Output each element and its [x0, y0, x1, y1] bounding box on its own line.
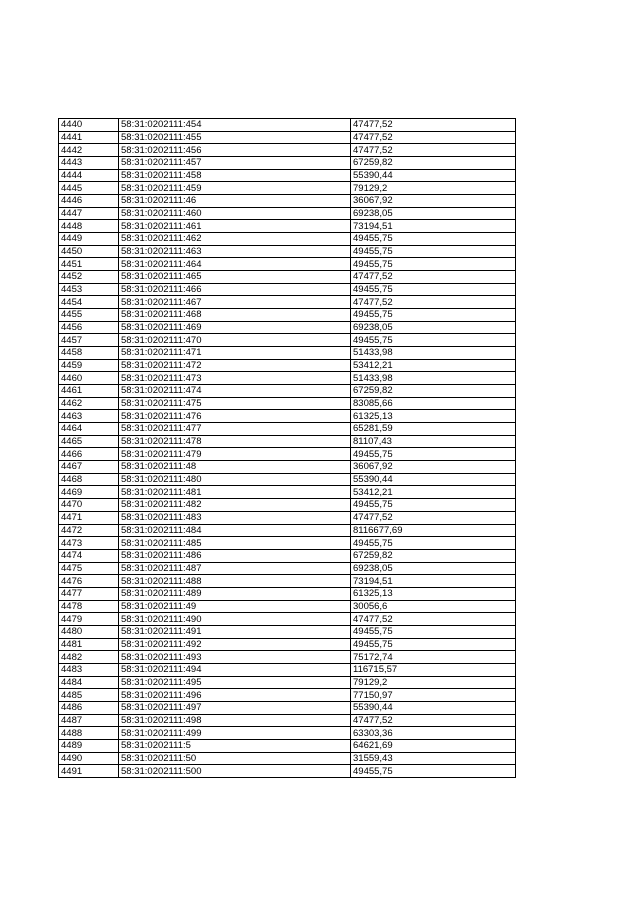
value-cell: 49455,75 [351, 283, 516, 296]
row-number-cell: 4486 [59, 701, 119, 714]
cadastral-number-cell: 58:31:0202111:458 [119, 169, 351, 182]
cadastral-number-cell: 58:31:0202111:477 [119, 423, 351, 436]
cadastral-number-cell: 58:31:0202111:499 [119, 727, 351, 740]
table-row [59, 689, 516, 702]
cadastral-number-cell: 58:31:0202111:480 [119, 473, 351, 486]
value-cell: 61325,13 [351, 410, 516, 423]
table-row [59, 220, 516, 233]
value-cell: 83085,66 [351, 397, 516, 410]
value-cell: 64621,69 [351, 739, 516, 752]
row-number-cell: 4491 [59, 765, 119, 778]
cadastral-number-cell: 58:31:0202111:482 [119, 499, 351, 512]
row-number-cell: 4461 [59, 385, 119, 398]
value-cell: 55390,44 [351, 169, 516, 182]
table-row [59, 309, 516, 322]
value-cell: 63303,36 [351, 727, 516, 740]
table-row [59, 499, 516, 512]
table-row [59, 537, 516, 550]
table-row [59, 549, 516, 562]
cadastral-number-cell: 58:31:0202111:46 [119, 195, 351, 208]
value-cell: 49455,75 [351, 309, 516, 322]
value-cell: 75172,74 [351, 651, 516, 664]
cadastral-number-cell: 58:31:0202111:486 [119, 549, 351, 562]
value-cell: 47477,52 [351, 131, 516, 144]
cadastral-number-cell: 58:31:0202111:490 [119, 613, 351, 626]
table-row [59, 157, 516, 170]
row-number-cell: 4468 [59, 473, 119, 486]
table-row [59, 752, 516, 765]
value-cell: 47477,52 [351, 144, 516, 157]
value-cell: 67259,82 [351, 157, 516, 170]
row-number-cell: 4459 [59, 359, 119, 372]
value-cell: 49455,75 [351, 537, 516, 550]
row-number-cell: 4464 [59, 423, 119, 436]
row-number-cell: 4469 [59, 486, 119, 499]
cadastral-number-cell: 58:31:0202111:492 [119, 638, 351, 651]
table-row [59, 245, 516, 258]
value-cell: 77150,97 [351, 689, 516, 702]
row-number-cell: 4443 [59, 157, 119, 170]
table-row [59, 195, 516, 208]
table-row [59, 524, 516, 537]
row-number-cell: 4466 [59, 448, 119, 461]
cadastral-number-cell: 58:31:0202111:465 [119, 271, 351, 284]
value-cell: 49455,75 [351, 499, 516, 512]
table-row [59, 701, 516, 714]
value-cell: 49455,75 [351, 448, 516, 461]
value-cell: 47477,52 [351, 613, 516, 626]
table-row [59, 410, 516, 423]
cadastral-number-cell: 58:31:0202111:463 [119, 245, 351, 258]
cadastral-number-cell: 58:31:0202111:464 [119, 258, 351, 271]
table-row [59, 638, 516, 651]
table-row [59, 233, 516, 246]
row-number-cell: 4479 [59, 613, 119, 626]
row-number-cell: 4475 [59, 562, 119, 575]
cadastral-number-cell: 58:31:0202111:491 [119, 625, 351, 638]
value-cell: 81107,43 [351, 435, 516, 448]
row-number-cell: 4442 [59, 144, 119, 157]
cadastral-number-cell: 58:31:0202111:50 [119, 752, 351, 765]
cadastral-number-cell: 58:31:0202111:489 [119, 587, 351, 600]
table-row [59, 321, 516, 334]
table-row [59, 587, 516, 600]
value-cell: 67259,82 [351, 385, 516, 398]
cadastral-number-cell: 58:31:0202111:478 [119, 435, 351, 448]
table-row [59, 385, 516, 398]
value-cell: 47477,52 [351, 296, 516, 309]
row-number-cell: 4476 [59, 575, 119, 588]
table-row [59, 486, 516, 499]
row-number-cell: 4455 [59, 309, 119, 322]
value-cell: 49455,75 [351, 638, 516, 651]
value-cell: 69238,05 [351, 207, 516, 220]
value-cell: 67259,82 [351, 549, 516, 562]
value-cell: 49455,75 [351, 625, 516, 638]
cadastral-number-cell: 58:31:0202111:457 [119, 157, 351, 170]
row-number-cell: 4449 [59, 233, 119, 246]
row-number-cell: 4467 [59, 461, 119, 474]
cadastral-number-cell: 58:31:0202111:470 [119, 334, 351, 347]
table-row [59, 169, 516, 182]
row-number-cell: 4470 [59, 499, 119, 512]
row-number-cell: 4452 [59, 271, 119, 284]
value-cell: 49455,75 [351, 245, 516, 258]
row-number-cell: 4482 [59, 651, 119, 664]
row-number-cell: 4471 [59, 511, 119, 524]
table-row [59, 296, 516, 309]
value-cell: 69238,05 [351, 321, 516, 334]
value-cell: 47477,52 [351, 714, 516, 727]
value-cell: 79129,2 [351, 676, 516, 689]
row-number-cell: 4477 [59, 587, 119, 600]
cadastral-number-cell: 58:31:0202111:471 [119, 347, 351, 360]
cadastral-number-cell: 58:31:0202111:469 [119, 321, 351, 334]
cadastral-number-cell: 58:31:0202111:466 [119, 283, 351, 296]
table-row [59, 663, 516, 676]
value-cell: 55390,44 [351, 473, 516, 486]
value-cell: 30056,6 [351, 600, 516, 613]
row-number-cell: 4483 [59, 663, 119, 676]
table-row [59, 676, 516, 689]
row-number-cell: 4453 [59, 283, 119, 296]
row-number-cell: 4450 [59, 245, 119, 258]
cadastral-number-cell: 58:31:0202111:468 [119, 309, 351, 322]
table-row [59, 714, 516, 727]
cadastral-number-cell: 58:31:0202111:500 [119, 765, 351, 778]
value-cell: 73194,51 [351, 575, 516, 588]
table-row [59, 423, 516, 436]
table-row [59, 625, 516, 638]
table-row [59, 473, 516, 486]
table-row [59, 207, 516, 220]
row-number-cell: 4490 [59, 752, 119, 765]
cadastral-number-cell: 58:31:0202111:459 [119, 182, 351, 195]
table-row [59, 511, 516, 524]
cadastral-number-cell: 58:31:0202111:496 [119, 689, 351, 702]
table-row [59, 334, 516, 347]
table-row [59, 575, 516, 588]
cadastral-number-cell: 58:31:0202111:474 [119, 385, 351, 398]
table-row [59, 119, 516, 132]
table-row [59, 347, 516, 360]
value-cell: 36067,92 [351, 195, 516, 208]
row-number-cell: 4445 [59, 182, 119, 195]
table-row [59, 562, 516, 575]
value-cell: 53412,21 [351, 359, 516, 372]
table-row [59, 765, 516, 778]
cadastral-number-cell: 58:31:0202111:484 [119, 524, 351, 537]
table-row [59, 283, 516, 296]
value-cell: 31559,43 [351, 752, 516, 765]
table-row [59, 461, 516, 474]
cadastral-number-cell: 58:31:0202111:498 [119, 714, 351, 727]
row-number-cell: 4460 [59, 372, 119, 385]
table-row [59, 144, 516, 157]
value-cell: 47477,52 [351, 119, 516, 132]
row-number-cell: 4462 [59, 397, 119, 410]
row-number-cell: 4487 [59, 714, 119, 727]
value-cell: 8116677,69 [351, 524, 516, 537]
cadastral-number-cell: 58:31:0202111:483 [119, 511, 351, 524]
row-number-cell: 4447 [59, 207, 119, 220]
cadastral-number-cell: 58:31:0202111:487 [119, 562, 351, 575]
cadastral-number-cell: 58:31:0202111:473 [119, 372, 351, 385]
cadastral-number-cell: 58:31:0202111:49 [119, 600, 351, 613]
table-row [59, 359, 516, 372]
cadastral-number-cell: 58:31:0202111:481 [119, 486, 351, 499]
value-cell: 55390,44 [351, 701, 516, 714]
cadastral-number-cell: 58:31:0202111:493 [119, 651, 351, 664]
table-row [59, 182, 516, 195]
cadastral-number-cell: 58:31:0202111:454 [119, 119, 351, 132]
cadastral-number-cell: 58:31:0202111:475 [119, 397, 351, 410]
cadastral-number-cell: 58:31:0202111:488 [119, 575, 351, 588]
value-cell: 51433,98 [351, 372, 516, 385]
value-cell: 36067,92 [351, 461, 516, 474]
table-row [59, 600, 516, 613]
value-cell: 61325,13 [351, 587, 516, 600]
cadastral-number-cell: 58:31:0202111:494 [119, 663, 351, 676]
cadastral-number-cell: 58:31:0202111:455 [119, 131, 351, 144]
row-number-cell: 4484 [59, 676, 119, 689]
row-number-cell: 4451 [59, 258, 119, 271]
row-number-cell: 4472 [59, 524, 119, 537]
value-cell: 116715,57 [351, 663, 516, 676]
table-row [59, 372, 516, 385]
row-number-cell: 4485 [59, 689, 119, 702]
row-number-cell: 4465 [59, 435, 119, 448]
cadastral-number-cell: 58:31:0202111:462 [119, 233, 351, 246]
cadastral-number-cell: 58:31:0202111:48 [119, 461, 351, 474]
table-row [59, 448, 516, 461]
row-number-cell: 4480 [59, 625, 119, 638]
row-number-cell: 4440 [59, 119, 119, 132]
table-row [59, 258, 516, 271]
table-row [59, 435, 516, 448]
row-number-cell: 4444 [59, 169, 119, 182]
cadastral-number-cell: 58:31:0202111:476 [119, 410, 351, 423]
cadastral-number-cell: 58:31:0202111:472 [119, 359, 351, 372]
value-cell: 79129,2 [351, 182, 516, 195]
value-cell: 49455,75 [351, 334, 516, 347]
row-number-cell: 4458 [59, 347, 119, 360]
data-table-body [59, 119, 516, 778]
row-number-cell: 4457 [59, 334, 119, 347]
cadastral-number-cell: 58:31:0202111:456 [119, 144, 351, 157]
row-number-cell: 4448 [59, 220, 119, 233]
value-cell: 65281,59 [351, 423, 516, 436]
row-number-cell: 4474 [59, 549, 119, 562]
row-number-cell: 4456 [59, 321, 119, 334]
cadastral-number-cell: 58:31:0202111:461 [119, 220, 351, 233]
cadastral-number-cell: 58:31:0202111:485 [119, 537, 351, 550]
row-number-cell: 4454 [59, 296, 119, 309]
data-table [58, 118, 516, 778]
value-cell: 69238,05 [351, 562, 516, 575]
value-cell: 47477,52 [351, 271, 516, 284]
table-row [59, 727, 516, 740]
value-cell: 51433,98 [351, 347, 516, 360]
cadastral-number-cell: 58:31:0202111:495 [119, 676, 351, 689]
table-row [59, 397, 516, 410]
row-number-cell: 4441 [59, 131, 119, 144]
table-row [59, 271, 516, 284]
cadastral-number-cell: 58:31:0202111:479 [119, 448, 351, 461]
value-cell: 53412,21 [351, 486, 516, 499]
cadastral-number-cell: 58:31:0202111:467 [119, 296, 351, 309]
value-cell: 47477,52 [351, 511, 516, 524]
row-number-cell: 4488 [59, 727, 119, 740]
row-number-cell: 4473 [59, 537, 119, 550]
value-cell: 49455,75 [351, 233, 516, 246]
table-row [59, 131, 516, 144]
row-number-cell: 4446 [59, 195, 119, 208]
row-number-cell: 4489 [59, 739, 119, 752]
table-row [59, 613, 516, 626]
value-cell: 49455,75 [351, 258, 516, 271]
value-cell: 49455,75 [351, 765, 516, 778]
table-row [59, 739, 516, 752]
row-number-cell: 4478 [59, 600, 119, 613]
value-cell: 73194,51 [351, 220, 516, 233]
cadastral-number-cell: 58:31:0202111:5 [119, 739, 351, 752]
row-number-cell: 4481 [59, 638, 119, 651]
table-row [59, 651, 516, 664]
cadastral-number-cell: 58:31:0202111:460 [119, 207, 351, 220]
row-number-cell: 4463 [59, 410, 119, 423]
cadastral-number-cell: 58:31:0202111:497 [119, 701, 351, 714]
